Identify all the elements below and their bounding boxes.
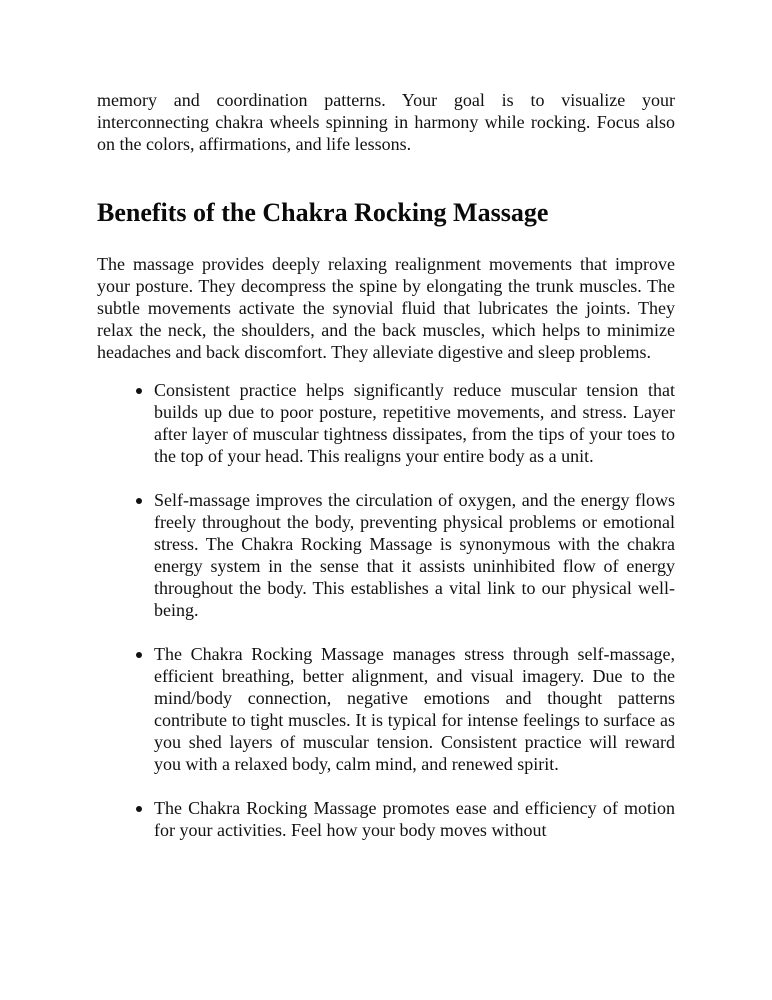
list-item-text: The Chakra Rocking Massage promotes ease and efficiency of motion for your activities. Feel how your body moves without [154,798,675,840]
document-page [97,89,675,841]
list-item-text: The Chakra Rocking Massage manages stress through self-massage, efficient breathing, better alignment, and visual imagery. Due to the mind/body connection, negative emotions and thought patterns contribute to tight muscles. It is typical for intense feelings to surface as you shed layers of muscular tension. Consistent practice will reward you with a relaxed body, calm mind, and renewed spirit. [154,644,675,774]
intro-paragraph: The massage provides deeply relaxing realignment movements that improve your posture. They decompress the spine by elongating the trunk muscles. The subtle movements activate the synovial fluid that lubricates the joints. They relax the neck, the shoulders, and the back muscles, which helps to minimize headaches and back discomfort. They alleviate digestive and sleep problems. [97,254,675,362]
bullet-icon [136,652,142,658]
list-item [97,797,675,841]
list-item-text: Consistent practice helps significantly reduce muscular tension that builds up due to poor posture, repetitive movements, and stress. Layer after layer of muscular tightness dissipates, from the tips of your toes to the top of your head. This realigns your entire body as a unit. [154,380,675,466]
benefits-list [97,379,675,841]
continuation-paragraph: memory and coordination patterns. Your goal is to visualize your interconnecting chakra wheels spinning in harmony while rocking. Focus also on the colors, affirmations, and life lessons. [97,90,675,154]
bullet-icon [136,388,142,394]
list-item-text: Self-massage improves the circulation of oxygen, and the energy flows freely throughout the body, preventing physical problems or emotional stress. The Chakra Rocking Massage is synonymous with the chakra energy system in the sense that it assists uninhibited flow of energy throughout the body. This establishes a vital link to our physical well-being. [154,490,675,620]
list-item [97,489,675,621]
section-heading: Benefits of the Chakra Rocking Massage [97,198,549,227]
bullet-icon [136,498,142,504]
list-item [97,379,675,467]
list-item [97,643,675,775]
bullet-icon [136,806,142,812]
